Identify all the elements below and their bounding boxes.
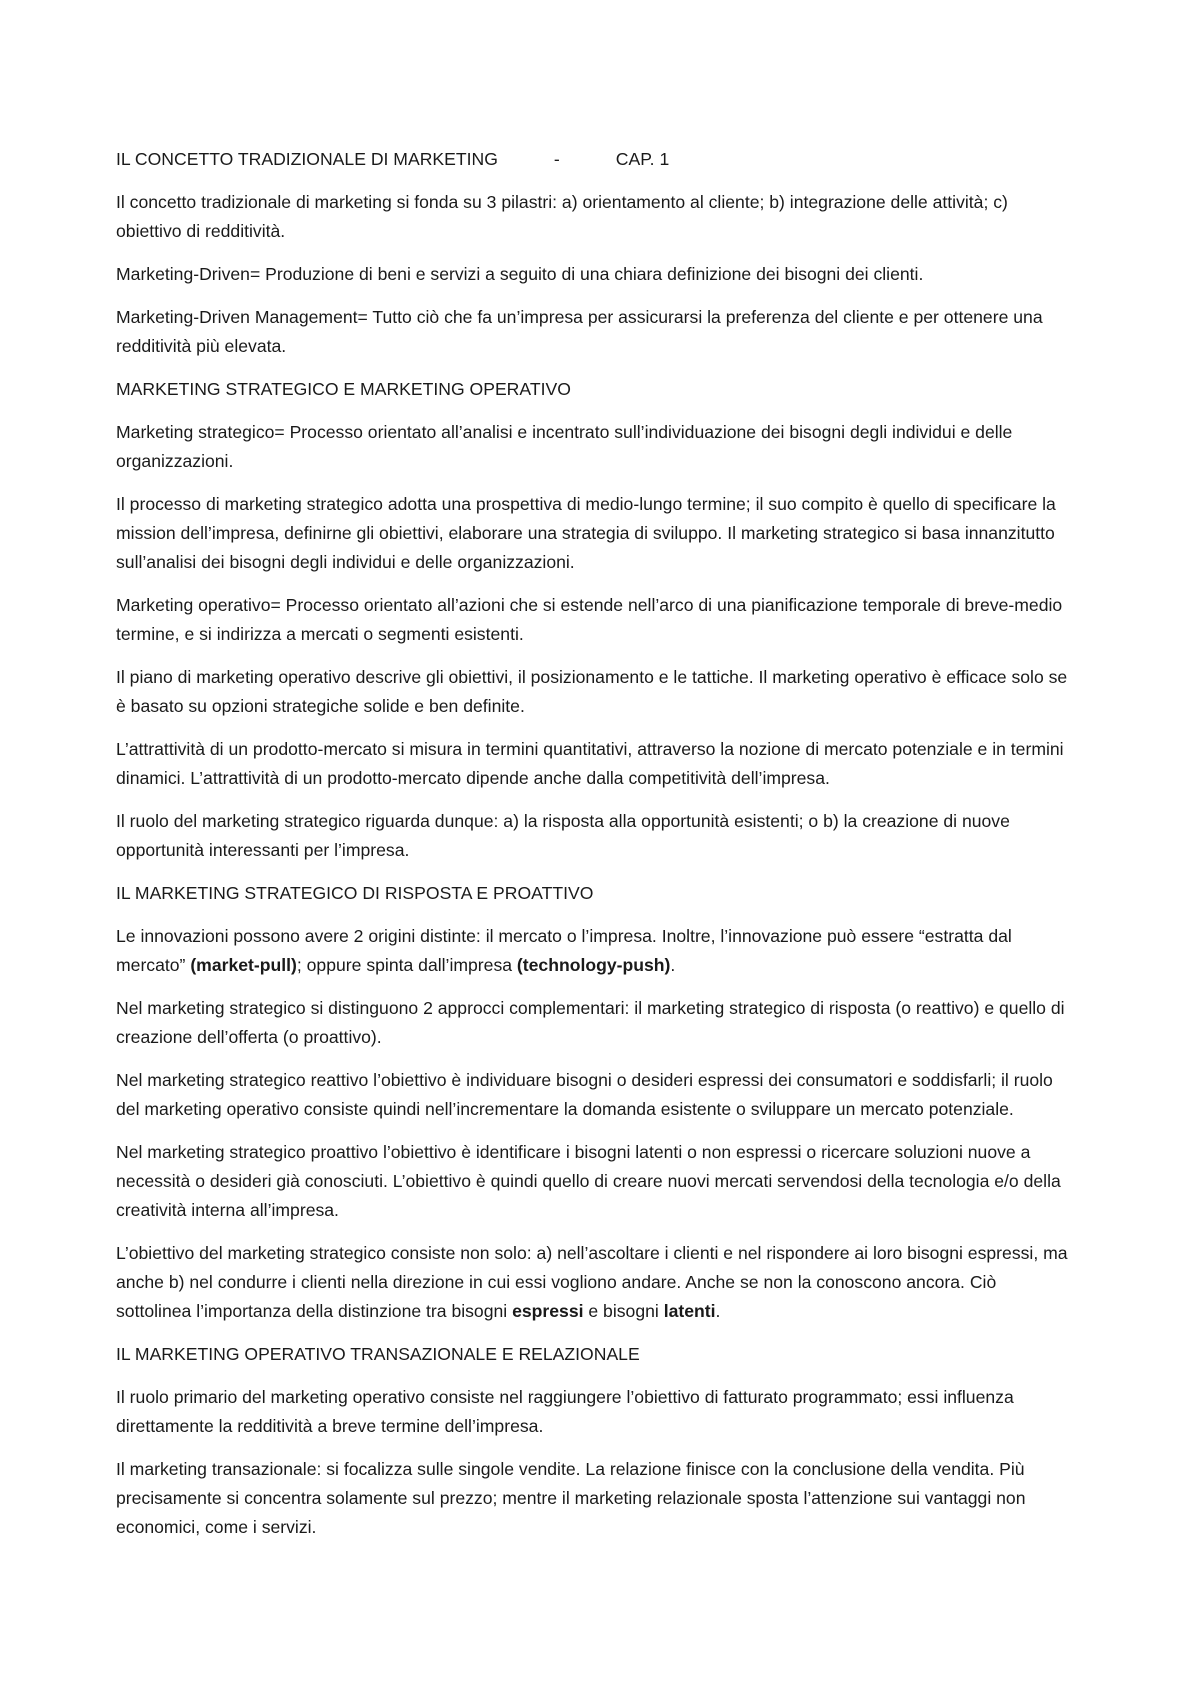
document-body <box>116 145 1076 1556</box>
paragraph-text: . <box>670 955 676 975</box>
paragraph-text: . <box>715 1301 721 1321</box>
document-blocks <box>116 188 1076 1542</box>
paragraph-text: e bisogni <box>583 1301 664 1321</box>
paragraph: Nel marketing strategico reattivo l’obiettivo è individuare bisogni o desideri espressi dei consumatori e soddisfarli; il ruolo del marketing operativo consiste quindi nell’incrementare la domanda esistente o sviluppare un mercato potenziale. <box>116 1070 1053 1119</box>
bold-term: (technology-push) <box>516 955 671 975</box>
paragraph-text: ; oppure spinta dall’impresa <box>296 955 517 975</box>
chapter-label: CAP. 1 <box>615 149 670 169</box>
paragraph: Nel marketing strategico proattivo l’obiettivo è identificare i bisogni latenti o non espressi o ricercare soluzioni nuove a necessità o desideri già conosciuti. L’obiettivo è quindi quello di creare nuovi mercati servendosi della tecnologia e/o della creatività interna all’impresa. <box>116 1142 1061 1220</box>
section-heading: IL MARKETING OPERATIVO TRANSAZIONALE E RELAZIONALE <box>116 1344 640 1364</box>
title-separator: - <box>553 149 560 169</box>
document-title: IL CONCETTO TRADIZIONALE DI MARKETING <box>116 149 498 169</box>
paragraph-text: Le innovazioni possono avere 2 origini distinte: il mercato o l’impresa. Inoltre, l’innovazione può essere “estratta dal mercato” <box>116 926 1012 975</box>
paragraph: Il piano di marketing operativo descrive gli obiettivi, il posizionamento e le tattiche. Il marketing operativo è efficace solo se è basato su opzioni strategiche solide e ben definite. <box>116 667 1068 716</box>
paragraph <box>116 1239 1076 1326</box>
paragraph: Il marketing transazionale: si focalizza sulle singole vendite. La relazione finisce con la conclusione della vendita. Più precisamente si concentra solamente sul prezzo; mentre il marketing relazionale sposta l’attenzione sui vantaggi non economici, come i servizi. <box>116 1459 1026 1537</box>
paragraph: Marketing operativo= Processo orientato all’azioni che si estende nell’arco di una pianificazione temporale di breve-medio termine, e si indirizza a mercati o segmenti esistenti. <box>116 595 1063 644</box>
paragraph: Marketing-Driven= Produzione di beni e servizi a seguito di una chiara definizione dei bisogni dei clienti. <box>116 264 924 284</box>
section-heading: IL MARKETING STRATEGICO DI RISPOSTA E PROATTIVO <box>116 883 594 903</box>
paragraph: Marketing-Driven Management= Tutto ciò che fa un’impresa per assicurarsi la preferenza del cliente e per ottenere una redditività più elevata. <box>116 307 1043 356</box>
paragraph: Nel marketing strategico si distinguono 2 approcci complementari: il marketing strategico di risposta (o reattivo) e quello di creazione dell’offerta (o proattivo). <box>116 998 1065 1047</box>
paragraph-text: L’obiettivo del marketing strategico consiste non solo: a) nell’ascoltare i clienti e nel rispondere ai loro bisogni espressi, ma anche b) nel condurre i clienti nella direzione in cui essi vogliono andare. Anche se non la conoscono ancora. Ciò sottolinea l’importanza della distinzione tra bisogni <box>116 1243 1068 1321</box>
paragraph: L’attrattività di un prodotto-mercato si misura in termini quantitativi, attraverso la nozione di mercato potenziale e in termini dinamici. L’attrattività di un prodotto-mercato dipende anche dalla competitività dell’impresa. <box>116 739 1064 788</box>
paragraph: Marketing strategico= Processo orientato all’analisi e incentrato sull’individuazione dei bisogni degli individui e delle organizzazioni. <box>116 422 1013 471</box>
bold-term: latenti <box>663 1301 716 1321</box>
paragraph <box>116 922 1076 980</box>
bold-term: (market-pull) <box>190 955 297 975</box>
paragraph: Il concetto tradizionale di marketing si fonda su 3 pilastri: a) orientamento al cliente; b) integrazione delle attività; c) obiettivo di redditività. <box>116 192 1008 241</box>
paragraph: Il ruolo del marketing strategico riguarda dunque: a) la risposta alla opportunità esistenti; o b) la creazione di nuove opportunità interessanti per l’impresa. <box>116 811 1010 860</box>
section-heading: MARKETING STRATEGICO E MARKETING OPERATIVO <box>116 379 571 399</box>
paragraph: Il processo di marketing strategico adotta una prospettiva di medio-lungo termine; il suo compito è quello di specificare la mission dell’impresa, definirne gli obiettivi, elaborare una strategia di sviluppo. Il marketing strategico si basa innanzitutto sull’analisi dei bisogni degli individui e delle organizzazioni. <box>116 494 1056 572</box>
paragraph: Il ruolo primario del marketing operativo consiste nel raggiungere l’obiettivo di fatturato programmato; essi influenza direttamente la redditività a breve termine dell’impresa. <box>116 1387 1014 1436</box>
document-title-line <box>116 145 1076 174</box>
bold-term: espressi <box>512 1301 584 1321</box>
